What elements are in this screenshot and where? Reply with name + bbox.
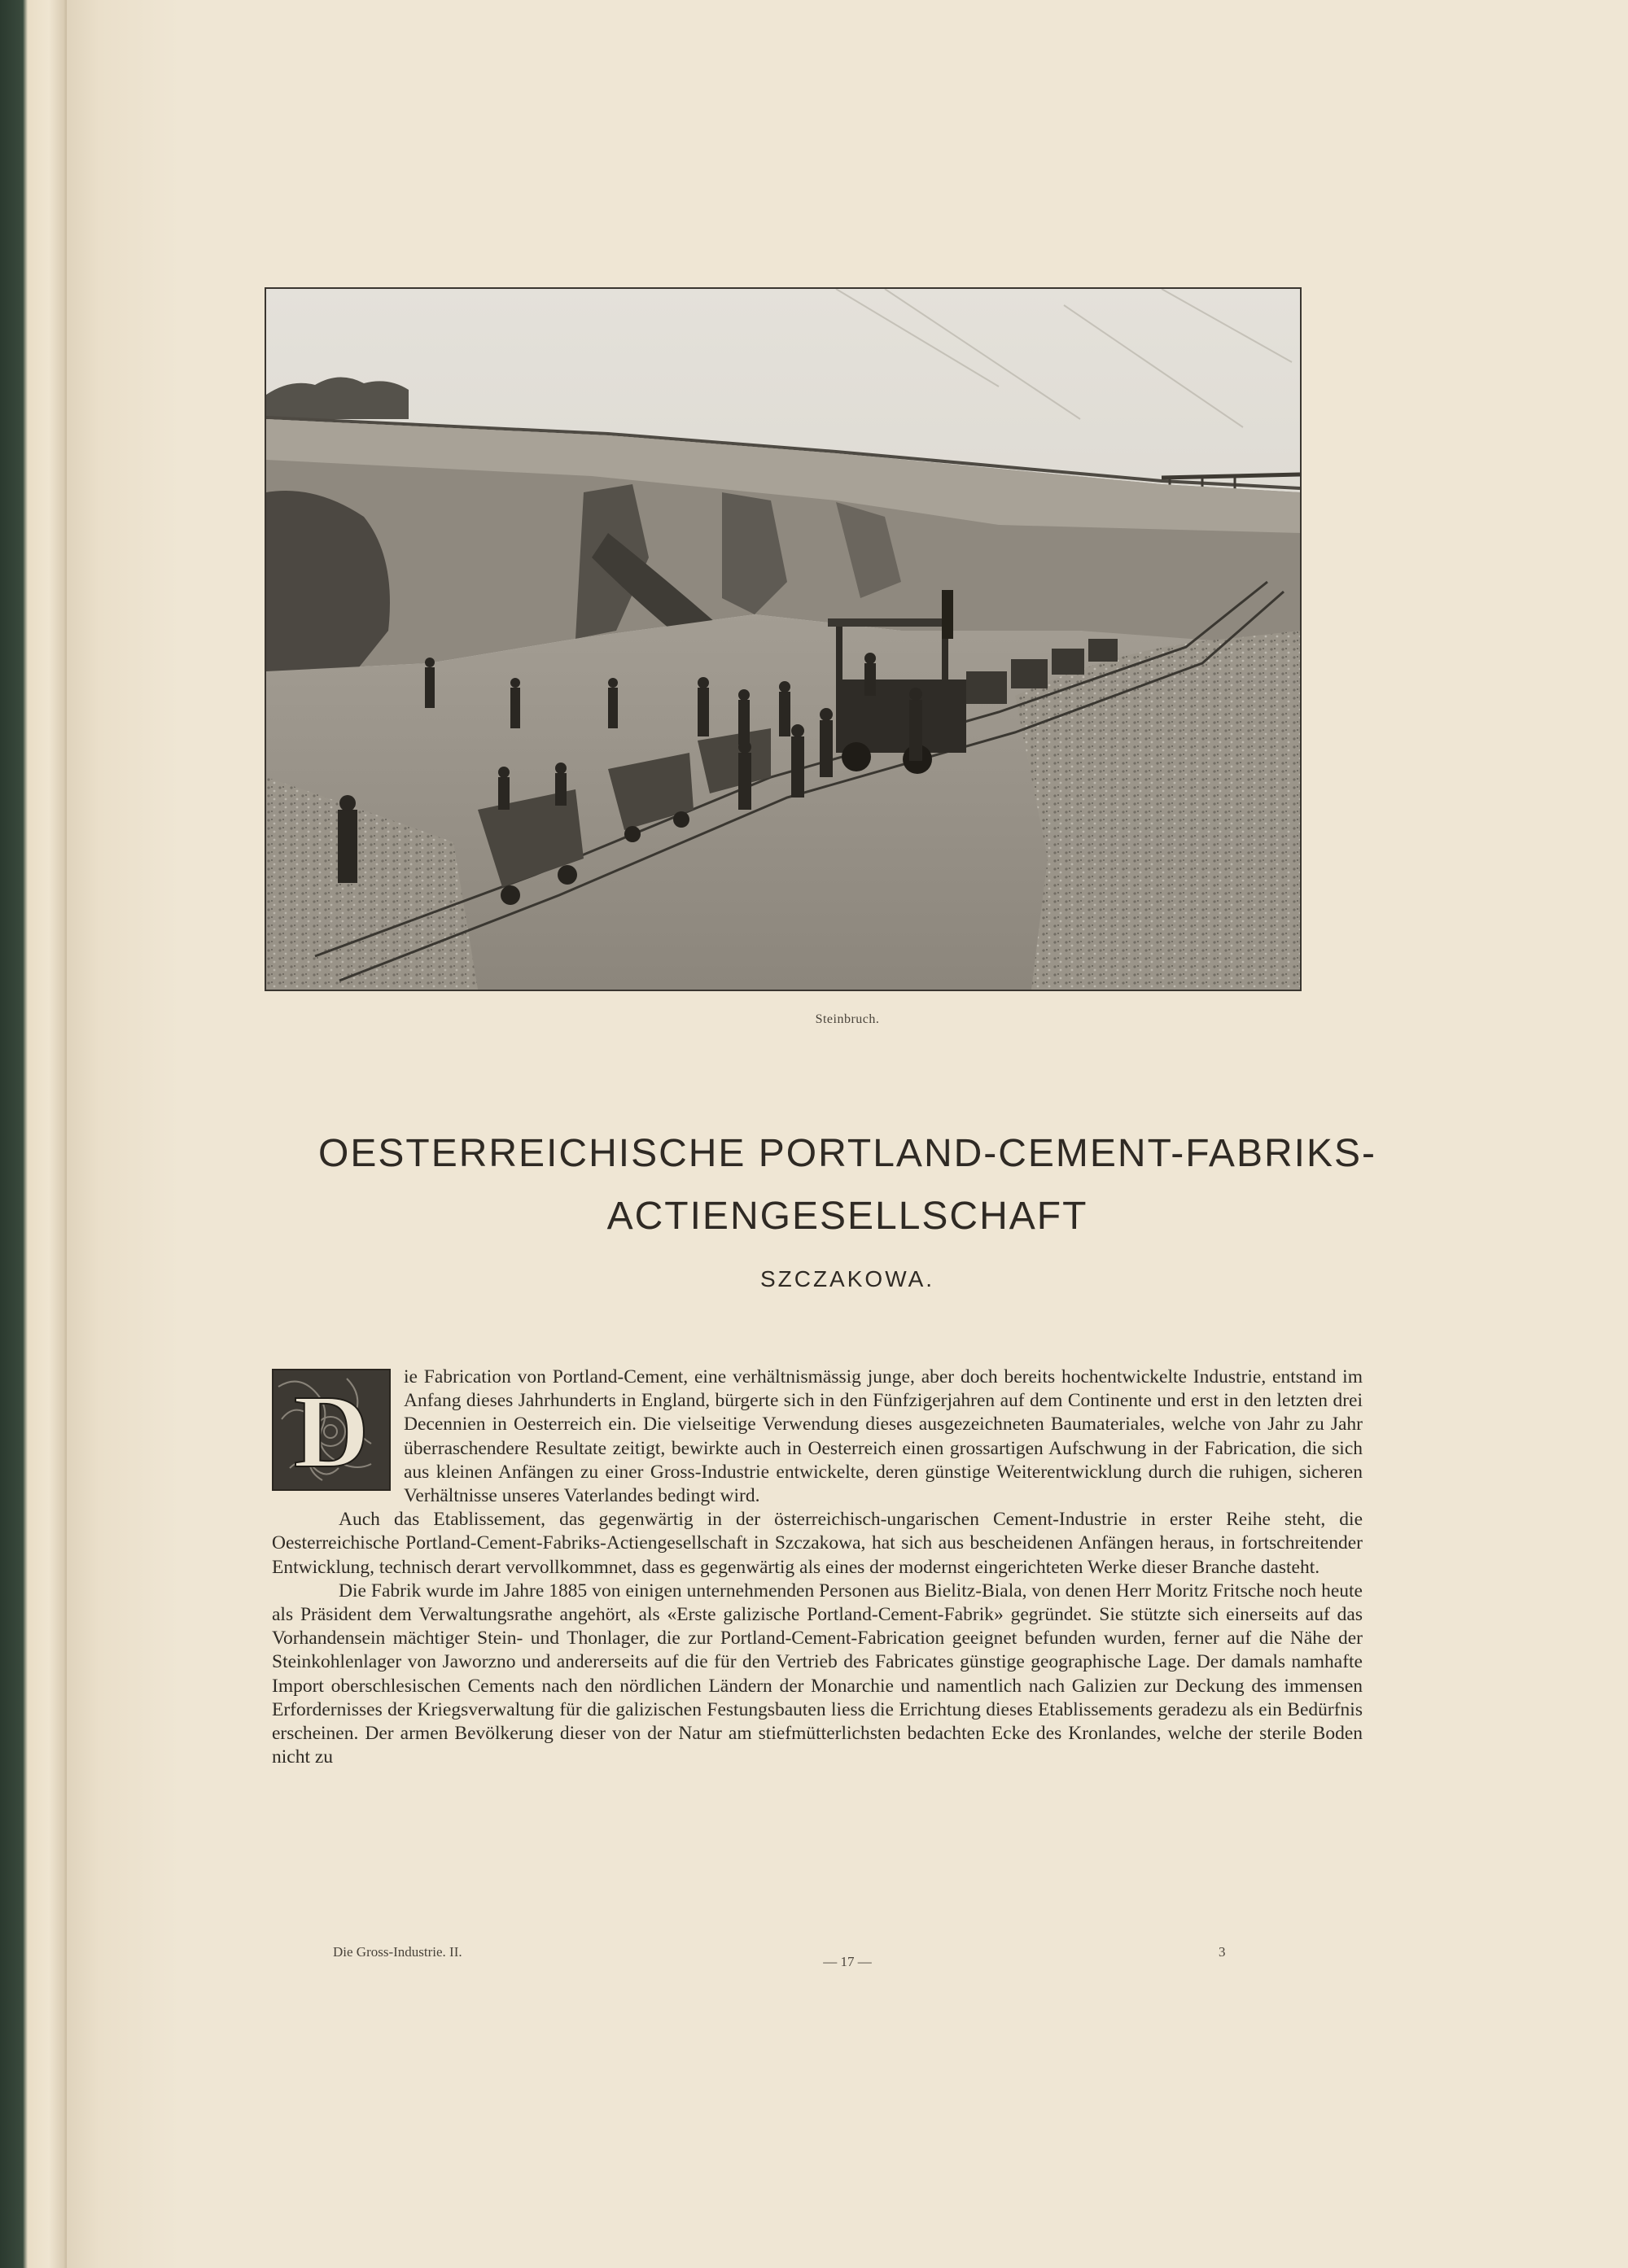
footer-publication: Die Gross-Industrie. II.: [333, 1944, 462, 1960]
heading-line-1: OESTERREICHISCHE PORTLAND-CEMENT-FABRIKS-: [318, 1132, 1376, 1175]
initial-letter: D: [293, 1374, 370, 1489]
heading-subtitle: SZCZAKOWA.: [759, 1266, 935, 1291]
book-spine: [0, 0, 67, 2268]
quarry-photograph: [265, 287, 1302, 991]
article-body: [272, 1366, 1363, 1769]
ornamental-initial: [272, 1369, 391, 1491]
paragraph-2: Auch das Etablissement, das gegenwärtig in der österreichisch-ungarischen Cement-Industrie in erster Reihe steht, die Oesterreichische Portland-Cement-Fabriks-Actiengesellschaft in Szczakowa, hat sich aus bescheidenen Anfängen heraus, in fortschreitender Entwicklung, technisch derart vervollkommnet, dass es gegenwärtig als eines der modernst eingerichteten Werke dieser Branche dasteht.: [272, 1509, 1363, 1578]
paragraph-3: Die Fabrik wurde im Jahre 1885 von einigen unternehmenden Personen aus Bielitz-Biala, von denen Herr Moritz Fritsche noch heute als Präsident dem Verwaltungsrathe angehört, als «Erste galizische Portland-Cement-Fabrik» gegründet. Sie stützte sich einerseits auf das Vorhandensein mächtiger Stein- und Thonlager, die zur Portland-Cement-Fabrication geeignet befunden wurden, ferner auf die Nähe der Steinkohlenlager von Jaworzno und andererseits auf die für den Vertrieb des Fabricates günstige geographische Lage. Der damals namhafte Import oberschlesischen Cements nach den nördlichen Ländern der Monarchie und namentlich nach Galizien zur Deckung des immensen Erfordernisses der Kriegsverwaltung für die galizischen Festungsbauten liess die Errichtung dieses Etablissements geradezu als ein Bedürfnis erscheinen. Der armen Bevölkerung dieser von der Natur am stiefmütterlichsten bedachten Ecke des Kronlandes, welche der sterile Boden nicht zu: [272, 1580, 1363, 1768]
page-number: — 17 —: [823, 1954, 872, 1969]
photo-caption: Steinbruch.: [815, 1012, 880, 1026]
signature-mark: 3: [1219, 1944, 1226, 1960]
heading-line-2: ACTIENGESELLSCHAFT: [606, 1195, 1088, 1238]
paragraph-1: ie Fabrication von Portland-Cement, eine verhältnismässig junge, aber doch bereits hochentwickelte Industrie, entstand im Anfang dieses Jahrhunderts in England, bürgerte sich in den Fünfzigerjahren auf dem Continente und erst in den letzten drei Decennien in Oesterreich ein. Die vielseitige Verwendung dieses ausgezeichneten Baumateriales, welche von Jahr zu Jahr überraschendere Resultate zeitigt, bewirkte auch in Oesterreich einen grossartigen Aufschwung in der Fabrication, die sich aus kleinen Anfängen zu einer Gross-Industrie entwickelte, deren günstige Weiterentwicklung durch die ruhigen, sicheren Verhältnisse unseres Vaterlandes bedingt wird.: [404, 1366, 1363, 1507]
book-page: [67, 0, 1628, 2268]
